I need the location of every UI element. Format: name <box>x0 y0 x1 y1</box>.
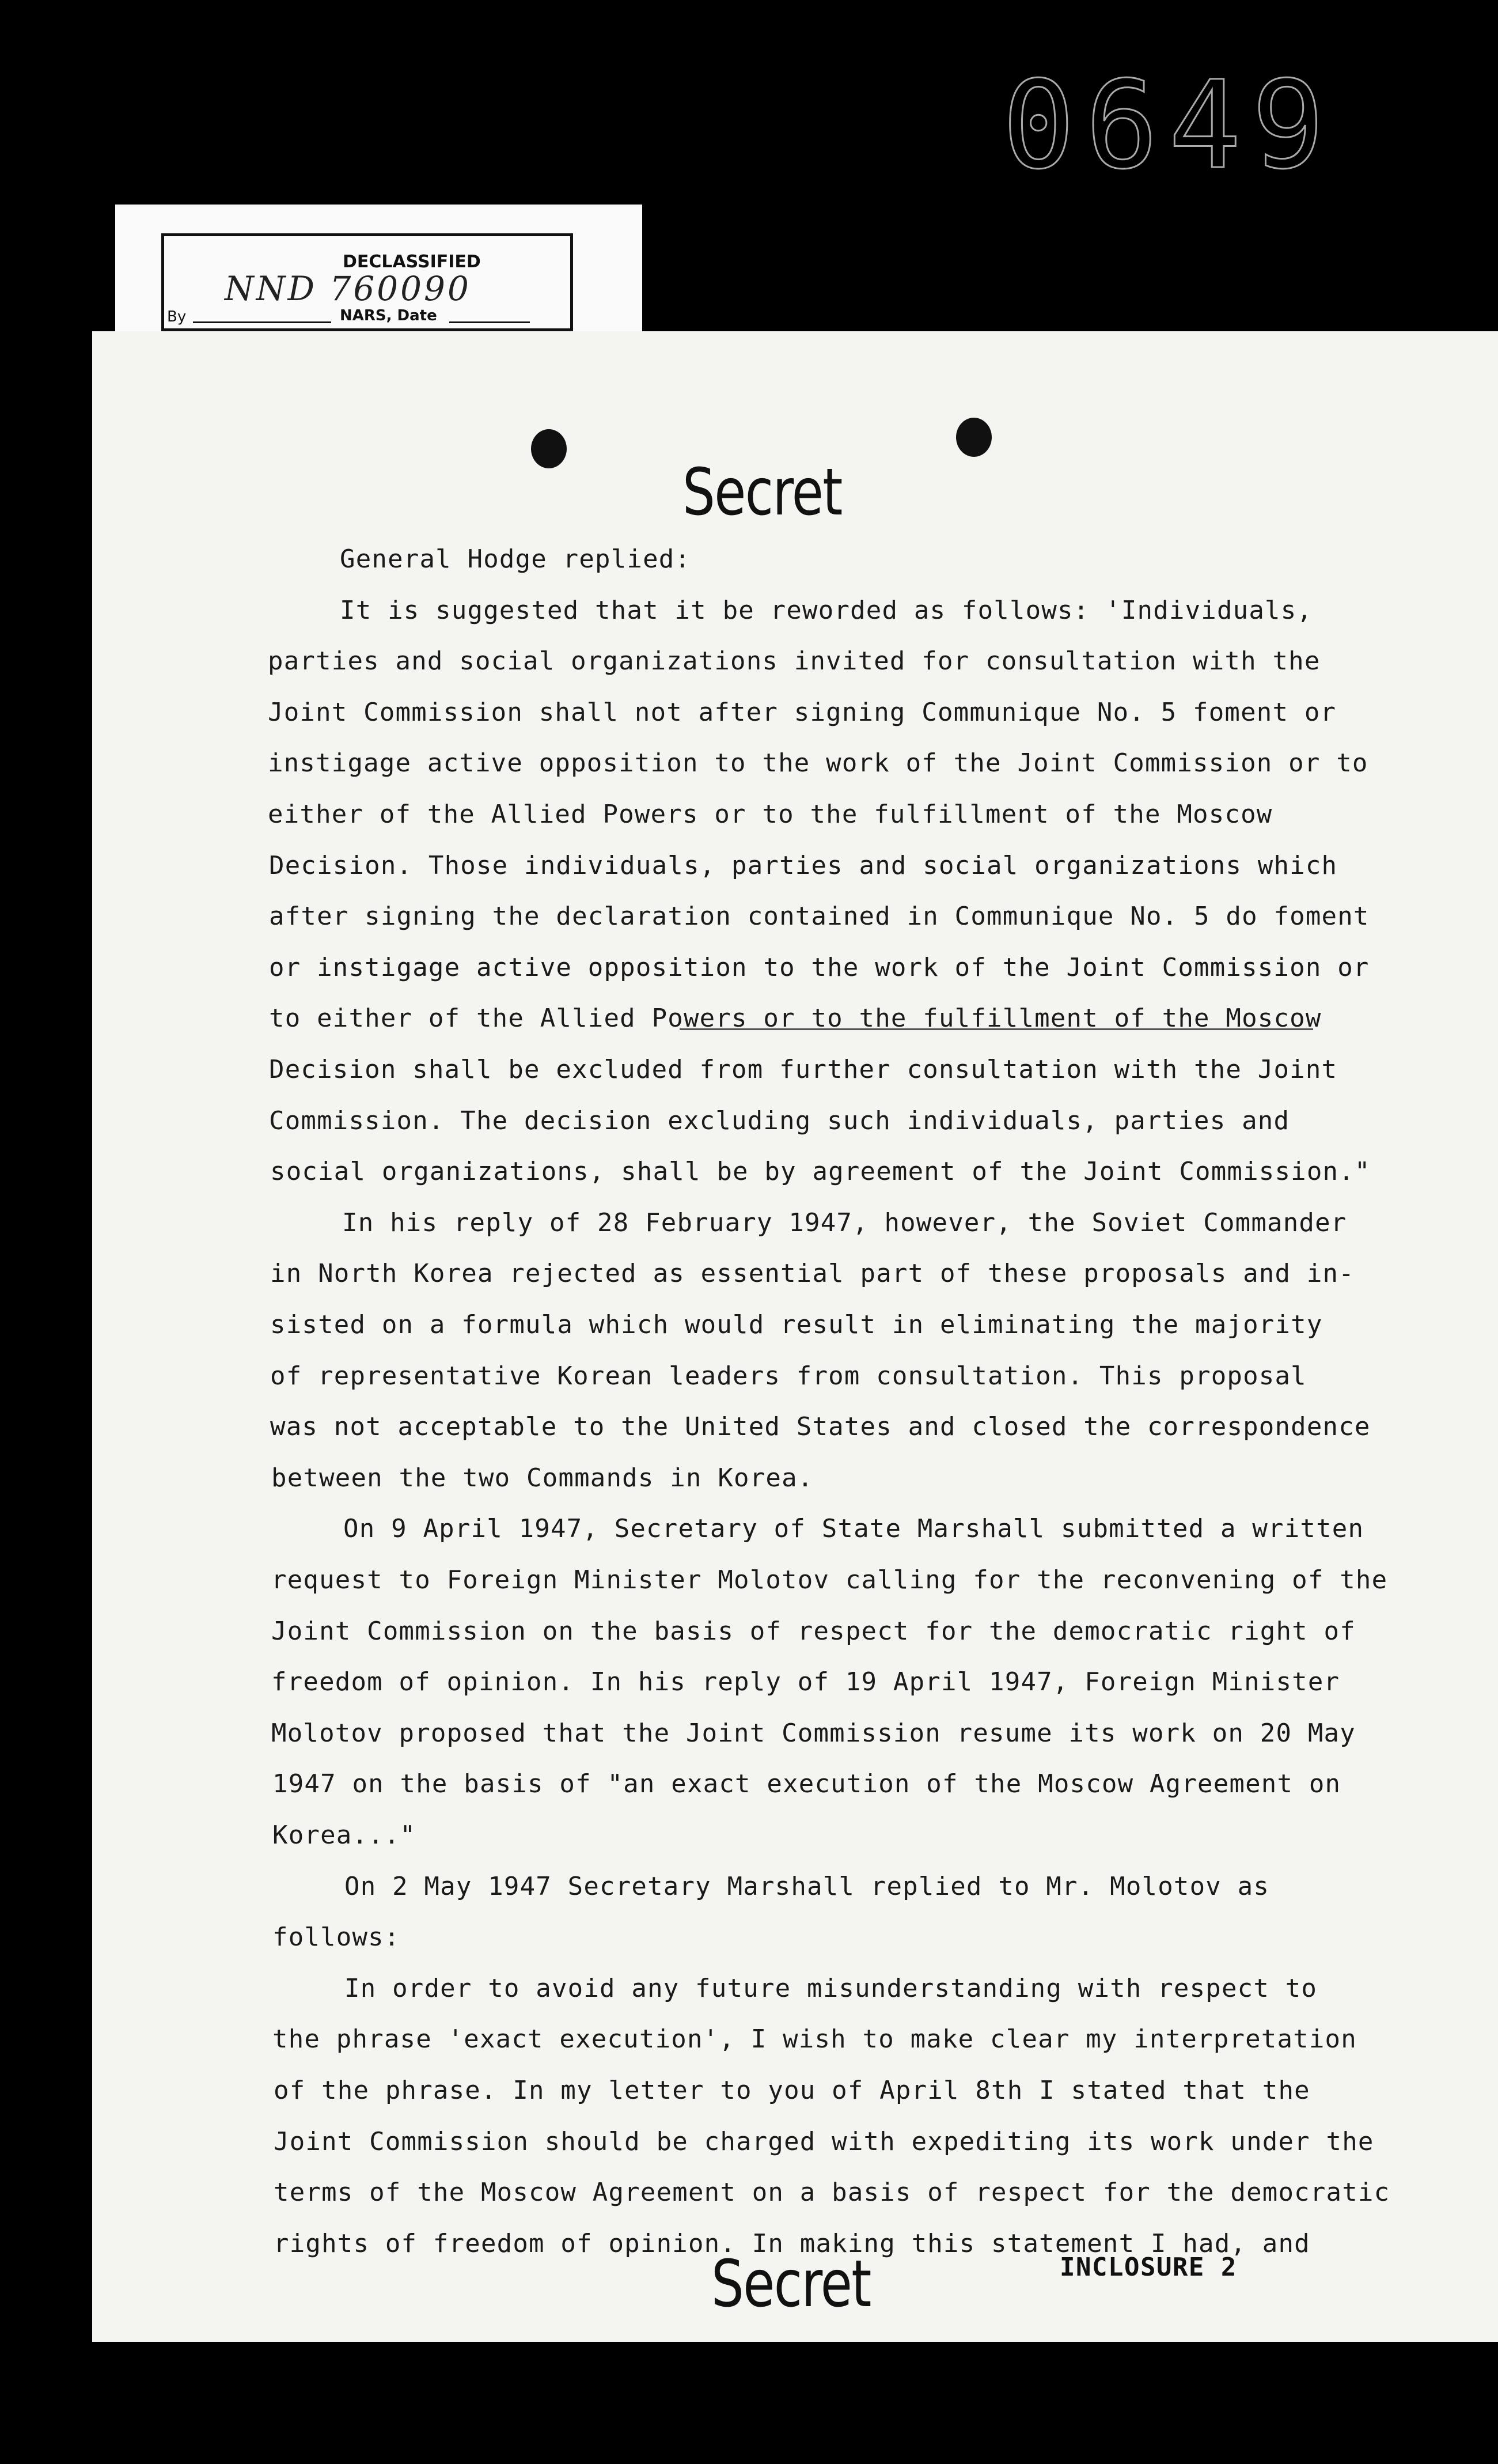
body-line: Joint Commission on the basis of respect for the democratic right of <box>271 1617 1356 1646</box>
body-line: In his reply of 28 February 1947, however, the Soviet Commander <box>342 1208 1347 1237</box>
body-line: instigage active opposition to the work of the Joint Commission or to <box>268 748 1368 778</box>
body-line: or instigage active opposition to the work of the Joint Commission or <box>269 953 1370 982</box>
stamp-by-line <box>193 321 331 323</box>
body-line: the phrase 'exact execution', I wish to make clear my interpretation <box>272 2024 1357 2054</box>
body-line: Decision shall be excluded from further consultation with the Joint <box>269 1055 1338 1084</box>
body-line: parties and social organizations invited for consultation with the <box>268 646 1321 676</box>
body-line: to either of the Allied Powers or to the fulfillment of the Moscow <box>269 1004 1322 1033</box>
classification-marking-bottom: Secret <box>711 2247 871 2322</box>
body-line: of the phrase. In my letter to you of April 8th I stated that the <box>274 2076 1310 2105</box>
body-line: between the two Commands in Korea. <box>271 1463 814 1493</box>
body-line: It is suggested that it be reworded as follows: 'Individuals, <box>340 596 1313 625</box>
body-line: Joint Commission should be charged with expediting its work under the <box>274 2127 1374 2156</box>
body-line: On 2 May 1947 Secretary Marshall replied to Mr. Molotov as <box>344 1872 1270 1901</box>
body-line: in North Korea rejected as essential part of these proposals and in- <box>270 1259 1355 1288</box>
body-line: follows: <box>272 1922 400 1952</box>
body-line: In order to avoid any future misunderstanding with respect to <box>344 1974 1318 2003</box>
body-line: request to Foreign Minister Molotov calling for the reconvening of the <box>271 1565 1388 1595</box>
body-line: freedom of opinion. In his reply of 19 April 1947, Foreign Minister <box>271 1667 1340 1697</box>
body-line: of representative Korean leaders from consultation. This proposal <box>270 1361 1307 1391</box>
body-line: after signing the declaration contained in Communique No. 5 do foment <box>269 902 1370 931</box>
body-line: terms of the Moscow Agreement on a basis of respect for the democratic <box>274 2178 1390 2207</box>
declassification-stamp-card <box>115 205 642 346</box>
punch-hole-right <box>956 418 992 457</box>
body-line: social organizations, shall be by agreement of the Joint Commission." <box>270 1157 1371 1186</box>
body-line: General Hodge replied: <box>340 544 691 574</box>
inclosure-label: INCLOSURE 2 <box>1060 2253 1237 2282</box>
body-line: Commission. The decision excluding such individuals, parties and <box>269 1106 1290 1136</box>
body-line: Molotov proposed that the Joint Commission resume its work on 20 May <box>271 1719 1356 1748</box>
strikethrough-mark <box>680 1028 1313 1030</box>
body-line: either of the Allied Powers or to the fulfillment of the Moscow <box>268 800 1273 829</box>
body-line: sisted on a formula which would result in eliminating the majority <box>270 1310 1323 1339</box>
body-line: rights of freedom of opinion. In making this statement I had, and <box>274 2229 1310 2258</box>
stamp-nars-label: NARS, Date <box>340 307 437 324</box>
classification-marking-top: Secret <box>682 455 842 530</box>
stamp-authority: NND 760090 <box>225 269 471 308</box>
body-line: Joint Commission shall not after signing Communique No. 5 foment or <box>268 698 1337 727</box>
microfilm-frame-number: 0649 <box>1002 55 1335 196</box>
body-line: On 9 April 1947, Secretary of State Marshall submitted a written <box>343 1514 1364 1543</box>
body-line: 1947 on the basis of "an exact execution of the Moscow Agreement on <box>272 1769 1341 1799</box>
document-page <box>92 331 1498 2342</box>
body-line: was not acceptable to the United States and closed the correspondence <box>270 1412 1371 1441</box>
stamp-by-label: By <box>167 308 187 325</box>
punch-hole-left <box>531 429 567 468</box>
body-line: Decision. Those individuals, parties and social organizations which <box>269 851 1338 880</box>
body-line: Korea..." <box>272 1820 416 1850</box>
stamp-date-line <box>449 321 530 323</box>
stamp-title: DECLASSIFIED <box>343 252 481 272</box>
